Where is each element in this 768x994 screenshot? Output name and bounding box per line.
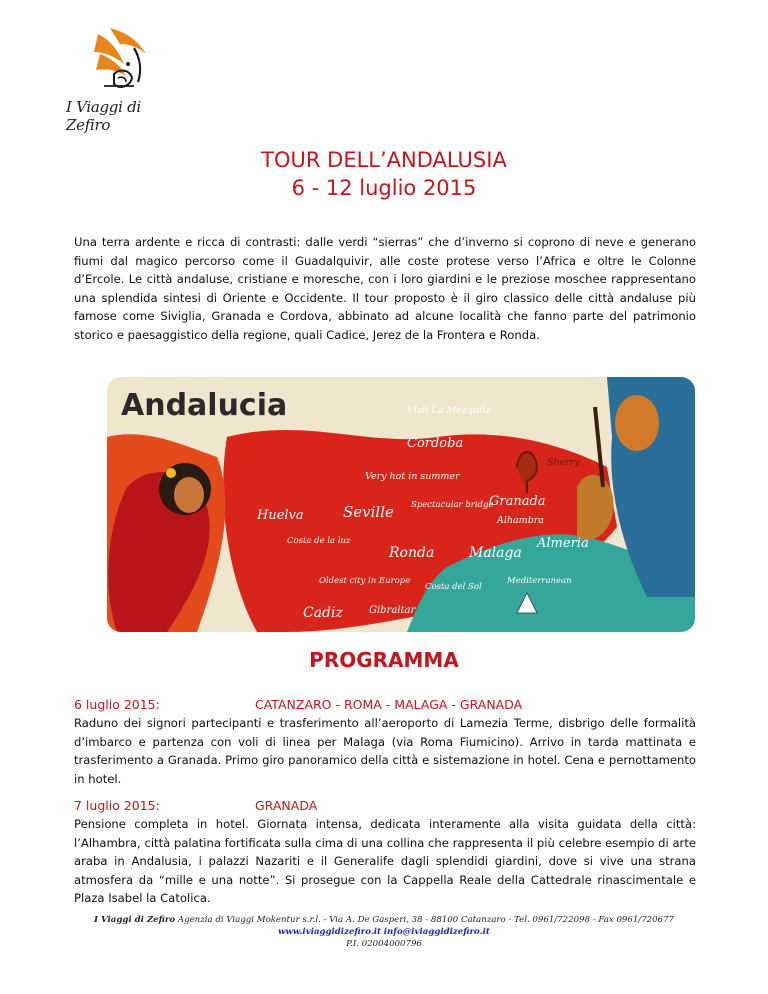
page-title: TOUR DELL’ANDALUSIA — [261, 148, 507, 172]
banner-label: Ronda — [389, 545, 435, 561]
day-description: Raduno dei signori partecipanti e trasferimento all’aeroporto di Lamezia Terme, disbrigo delle formalità d’imbarco e partenza con voli di linea per Malaga (via Roma Fiumicino). Arrivo in tarda mattinata e trasferimento a Granada. Primo giro panoramico della città e sistemazione in hotel. Cena e pernottamento in hotel. — [74, 716, 696, 786]
banner-label: Malaga — [469, 545, 522, 561]
banner-label: Cadiz — [303, 605, 343, 621]
banner-label: Sherry — [547, 457, 580, 468]
day-description: Pensione completa in hotel. Giornata intensa, dedicata interamente alla visita guidata della città: l’Alhambra, città palatina fortificata sulla cima di una collina che rappresenta il più celebre esempio di arte araba in Andalusia, i palazzi Nazariti e il Generalife dagli splendidi giardini, dove si vive una strana atmosfera da “mille e una notte”. Si prosegue con la Cappella Reale della Cattedrale rinascimentale e Plaza Isabel la Catolica. — [74, 817, 696, 906]
logo-text: I Viaggi di Zefiro — [66, 98, 141, 134]
banner-label: Granada — [489, 494, 546, 509]
day-places: GRANADA — [255, 798, 318, 813]
page-footer — [0, 914, 768, 950]
program-heading: PROGRAMMA — [309, 648, 459, 672]
banner-label: Huelva — [257, 508, 304, 523]
company-logo — [66, 24, 186, 134]
day-date: 7 luglio 2015: — [74, 798, 160, 813]
banner-label: Visit La Mezquita — [407, 405, 492, 416]
banner-label: Alhambra — [497, 515, 544, 526]
footer-agency: I Viaggi di Zefiro — [93, 915, 176, 925]
banner-label: Costa del Sol — [425, 582, 482, 592]
vat-number: P.I. 02004000796 — [346, 939, 422, 949]
banner-label: Almeria — [537, 536, 589, 551]
website-link[interactable]: www.iviaggidizefiro.it — [278, 927, 382, 937]
banner-label: Cordoba — [407, 436, 464, 451]
banner-heading: Andalucia — [121, 388, 288, 423]
banner-label: Seville — [343, 503, 394, 521]
andalucia-illustration — [107, 377, 695, 632]
banner-label: Oldest city in Europe — [319, 576, 411, 586]
banner-label: Gibraltar — [369, 605, 416, 616]
tour-dates: 6 - 12 luglio 2015 — [291, 176, 477, 200]
banner-label: Very hot in summer — [365, 471, 460, 482]
banner-label: Spectacular bridge — [411, 500, 494, 510]
email-link[interactable]: info@iviaggidizefiro.it — [383, 927, 490, 937]
day-places: CATANZARO - ROMA - MALAGA - GRANADA — [255, 697, 523, 712]
zefiro-logo-icon — [80, 24, 160, 99]
day-date: 6 luglio 2015: — [74, 697, 160, 712]
banner-label: Mediterranean — [507, 576, 572, 586]
footer-details: Agenzia di Viaggi Mokentur s.r.l. - Via A. De Gasperi, 38 - 88100 Catanzaro - Tel. 0961/722098 - Fax 0961/720677 — [175, 915, 675, 925]
banner-label: Costa de la luz — [287, 536, 351, 546]
intro-paragraph: Una terra ardente e ricca di contrasti: dalle verdi “sierras” che d’inverno si coprono di neve e generano fiumi dal magico percorso come il Guadalquivir, alle coste protese verso l’Africa e oltre le Colonne d’Ercole. Le città andaluse, cristiane e moresche, con i loro giardini e le preziose moschee rappresentano una splendida sintesi di Oriente e Occidente. Il tour proposto è il giro classico delle città andaluse più famose come Siviglia, Granada e Cordova, abbinato ad alcune località che fanno parte del patrimonio storico e paesaggistico della regione, quali Cadice, Jerez de la Frontera e Ronda. — [74, 235, 696, 342]
